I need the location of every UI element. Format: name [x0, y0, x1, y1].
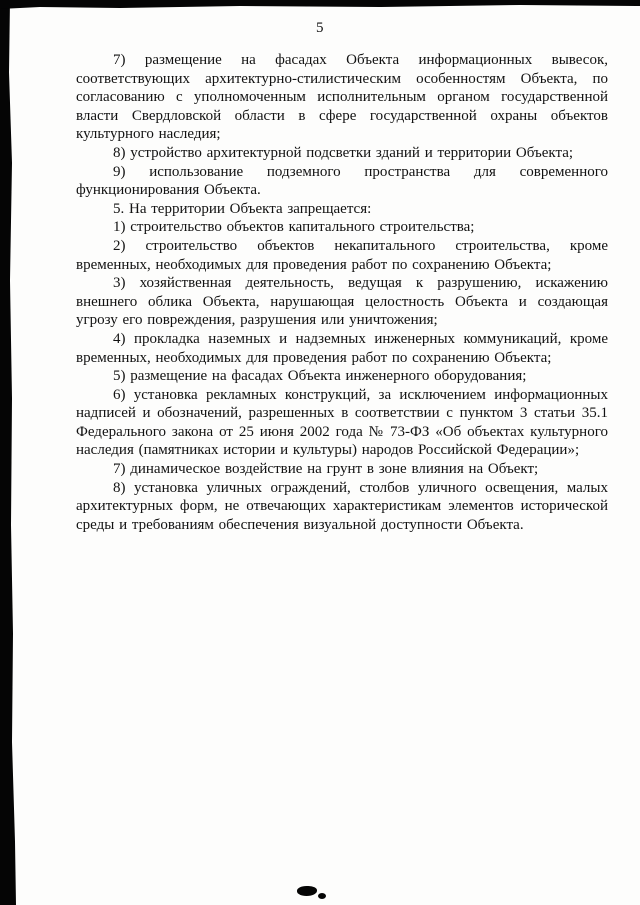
paragraph-item-4-utilities: 4) прокладка наземных и надземных инженерных коммуникаций, кроме временных, необходимых для проведения работ по сохранению Объекта;: [76, 330, 608, 366]
paragraph-item-7-facade-signs: 7) размещение на фасадах Объекта информационных вывесок, соответствующих архитектурно-стилистическим особенностям Объекта, по согласованию с уполномоченным исполнительным органом государственной власти Свердловской области в сфере государственной охраны объектов культурного наследия;: [76, 52, 608, 143]
page-number: 5: [316, 20, 324, 36]
paragraph-item-1-capital-construction: 1) строительство объектов капитального строительства;: [113, 219, 475, 236]
scan-artifact-blob: [297, 886, 317, 896]
paragraph-item-5-facade-equipment: 5) размещение на фасадах Объекта инженерного оборудования;: [113, 368, 527, 385]
paragraph-item-7-dynamic-impact: 7) динамическое воздействие на грунт в зоне влияния на Объект;: [113, 461, 539, 478]
scan-edge-left: [0, 0, 16, 905]
paragraph-item-3-harmful-activity: 3) хозяйственная деятельность, ведущая к разрушению, искажению внешнего облика Объекта, нарушающая целостность Объекта и создающая угрозу его повреждения, разрушения или уничтожения;: [76, 275, 608, 329]
paragraph-item-8-lighting: 8) устройство архитектурной подсветки зданий и территории Объекта;: [113, 144, 574, 161]
paragraph-item-9-underground: 9) использование подземного пространства для современного функционирования Объекта.: [76, 163, 608, 199]
scan-artifact-blob-small: [318, 893, 326, 899]
paragraph-clause-5-prohibited: 5. На территории Объекта запрещается:: [113, 200, 372, 217]
paragraph-item-8-street-fencing: 8) установка уличных ограждений, столбов уличного освещения, малых архитектурных форм, не отвечающих характеристикам элементов исторической среды и требованиям обеспечения визуальной доступности Объекта.: [76, 479, 608, 533]
scan-edge-top: [0, 0, 640, 10]
paragraph-item-6-advertising: 6) установка рекламных конструкций, за исключением информационных надписей и обозначений, разрешенных в соответствии с пунктом 3 статьи 35.1 Федерального закона от 25 июня 2002 года № 73-ФЗ «Об объектах культурного наследия (памятниках истории и культуры) народов Российской Федерации»;: [76, 386, 608, 459]
document-text-block: [76, 51, 608, 534]
paragraph-item-2-noncapital-construction: 2) строительство объектов некапитального строительства, кроме временных, необходимых для проведения работ по сохранению Объекта;: [76, 237, 608, 273]
